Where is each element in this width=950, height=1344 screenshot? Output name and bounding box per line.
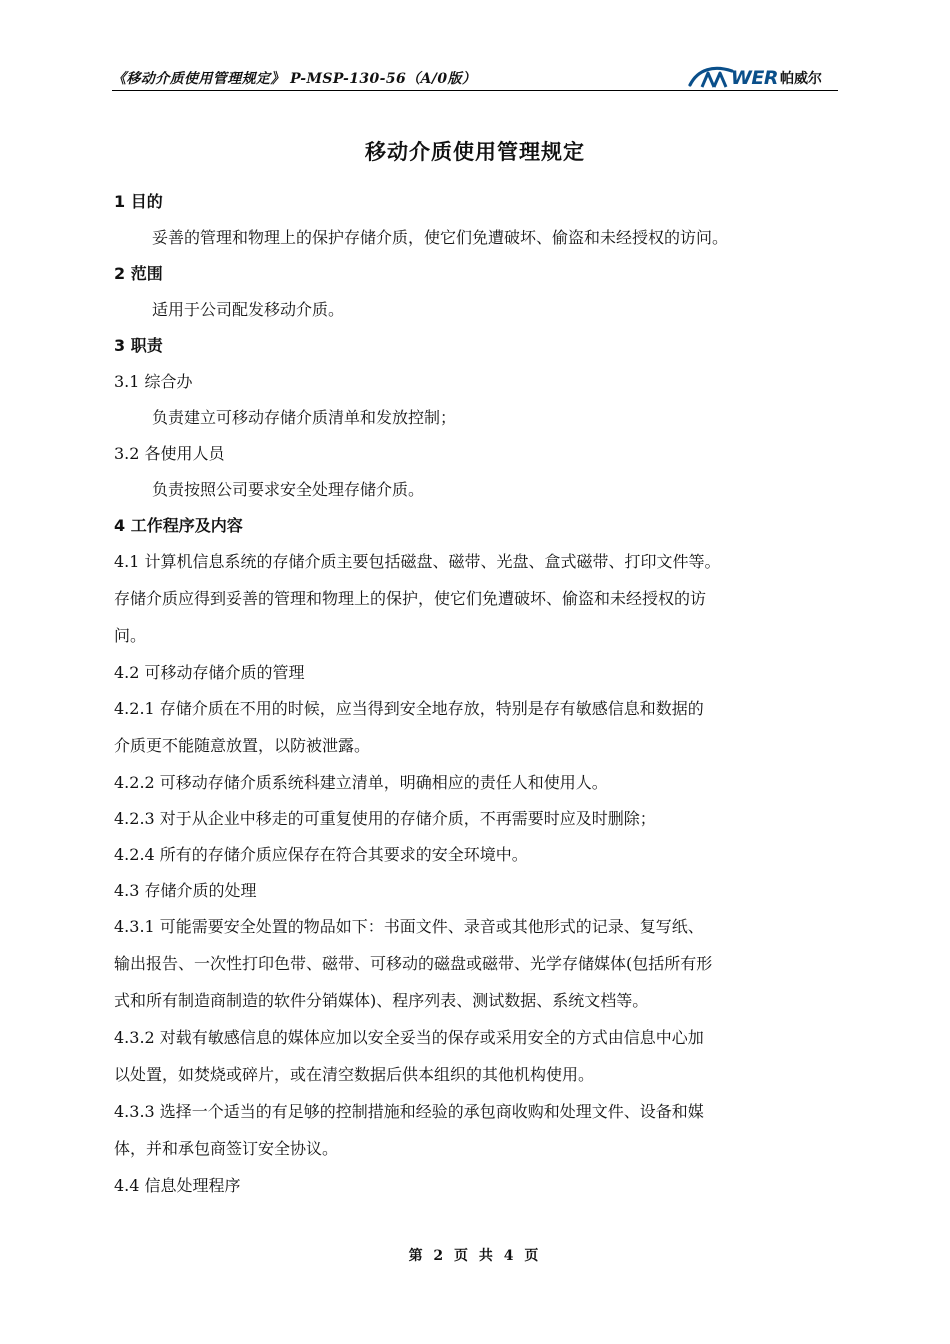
page-header <box>112 62 838 92</box>
document-body <box>114 188 840 1208</box>
subsection-title: 4.4 信息处理程序 <box>114 1176 241 1195</box>
paragraph-4-2-4: 4.2.4 所有的存储介质应保存在符合其要求的安全环境中。 <box>114 845 528 864</box>
header-rule <box>112 90 838 91</box>
paragraph-4-2-2: 4.2.2 可移动存储介质系统科建立清单，明确相应的责任人和使用人。 <box>114 773 608 792</box>
paragraph-line: 体，并和承包商签订安全协议。 <box>114 1139 339 1158</box>
section-heading: 1 目的 <box>114 192 163 211</box>
logo-text-en: WER <box>730 67 778 89</box>
paragraph-line: 4.1 计算机信息系统的存储介质主要包括磁盘、磁带、光盘、盒式磁带、打印文件等。 <box>114 552 721 571</box>
section-paragraph: 负责建立可移动存储介质清单和发放控制； <box>152 408 457 427</box>
paragraph-line: 4.3.2 对载有敏感信息的媒体应加以安全妥当的保存或采用安全的方式由信息中心加 <box>114 1028 704 1047</box>
subsection-title: 4.3 存储介质的处理 <box>114 881 257 900</box>
power-logo-swoosh-icon <box>688 65 734 91</box>
paragraph-4-3-1 <box>114 913 840 1024</box>
paragraph-line: 以处置，如焚烧或碎片，或在清空数据后供本组织的其他机构使用。 <box>114 1065 595 1084</box>
section-paragraph: 适用于公司配发移动介质。 <box>152 300 345 319</box>
section-heading: 4 工作程序及内容 <box>114 516 243 535</box>
section-heading: 3 职责 <box>114 336 163 355</box>
page-number: 第 2 页 共 4 页 <box>408 1248 542 1264</box>
paragraph-4-3-3 <box>114 1098 840 1172</box>
logo-text-cn: 帕威尔 <box>780 71 822 87</box>
section-paragraph: 负责按照公司要求安全处理存储介质。 <box>152 480 425 499</box>
paragraph-line: 式和所有制造商制造的软件分销媒体)、程序列表、测试数据、系统文档等。 <box>114 991 649 1010</box>
section-paragraph: 妥善的管理和物理上的保护存储介质，使它们免遭破坏、偷盗和未经授权的访问。 <box>152 228 729 247</box>
paragraph-line: 4.2.1 存储介质在不用的时候，应当得到安全地存放，特别是存有敏感信息和数据的 <box>114 699 704 718</box>
paragraph-line: 存储介质应得到妥善的管理和物理上的保护，使它们免遭破坏、偷盗和未经授权的访 <box>114 589 707 608</box>
company-logo <box>688 64 822 92</box>
subsection-title: 4.2 可移动存储介质的管理 <box>114 663 305 682</box>
section-heading: 2 范围 <box>114 264 163 283</box>
paragraph-line: 问。 <box>114 626 147 645</box>
paragraph-4-1 <box>114 548 840 659</box>
document-title: 移动介质使用管理规定 <box>365 140 585 164</box>
subsection-title: 3.2 各使用人员 <box>114 444 225 463</box>
paragraph-4-3-2 <box>114 1024 840 1098</box>
paragraph-4-2-1 <box>114 695 840 769</box>
header-doc-ref: 《移动介质使用管理规定》 P-MSP-130-56（A/0版） <box>112 71 477 87</box>
paragraph-line: 4.3.3 选择一个适当的有足够的控制措施和经验的承包商收购和处理文件、设备和媒 <box>114 1102 704 1121</box>
paragraph-line: 4.3.1 可能需要安全处置的物品如下：书面文件、录音或其他形式的记录、复写纸、 <box>114 917 704 936</box>
subsection-title: 3.1 综合办 <box>114 372 193 391</box>
paragraph-line: 输出报告、一次性打印色带、磁带、可移动的磁盘或磁带、光学存储媒体(包括所有形 <box>114 954 713 973</box>
paragraph-line: 介质更不能随意放置，以防被泄露。 <box>114 736 371 755</box>
paragraph-4-2-3: 4.2.3 对于从企业中移走的可重复使用的存储介质，不再需要时应及时删除； <box>114 809 656 828</box>
